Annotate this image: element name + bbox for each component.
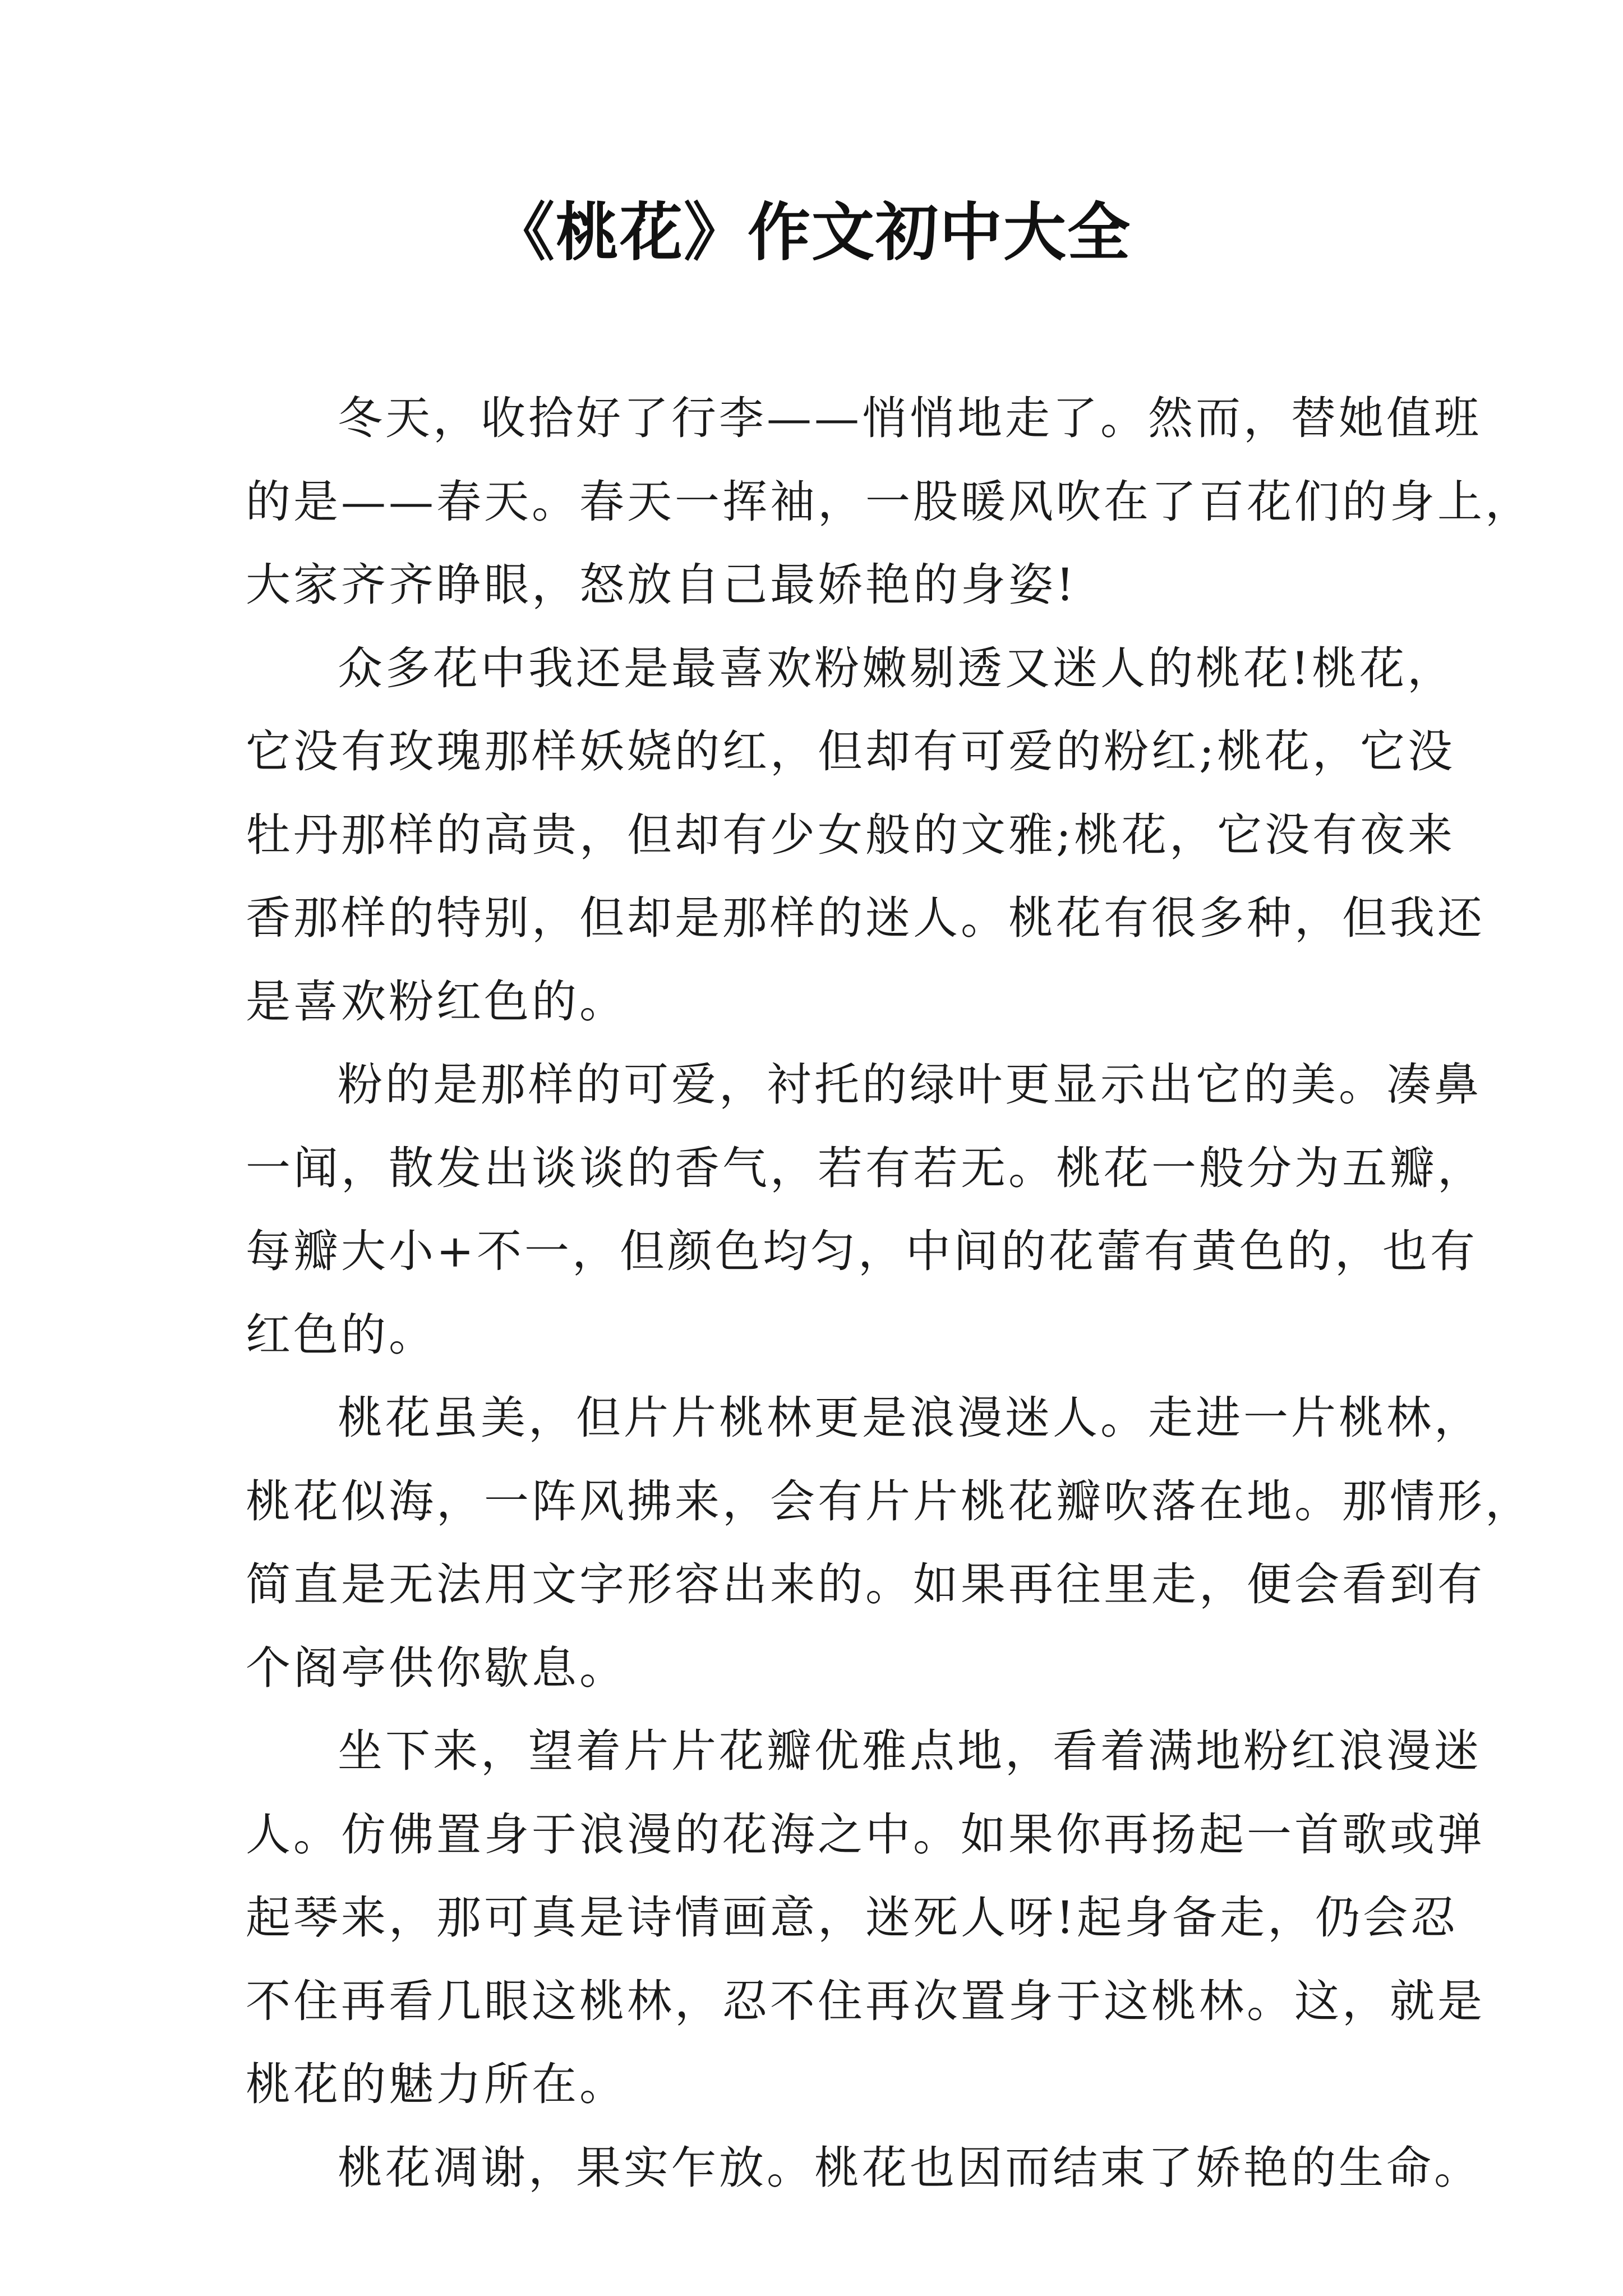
document-title: 《桃花》作文初中大全 <box>492 196 1131 269</box>
text-line: 大家齐齐睁眼，怒放自己最娇艳的身姿! <box>246 559 1077 611</box>
text-line: 众多花中我还是最喜欢粉嫩剔透又迷人的桃花!桃花， <box>338 642 1455 694</box>
text-line: 每瓣大小+不一，但颜色均匀，中间的花蕾有黄色的，也有 <box>246 1225 1478 1277</box>
text-line: 冬天，收拾好了行李——悄悄地走了。然而，替她值班 <box>338 392 1482 444</box>
text-line: 坐下来，望着片片花瓣优雅点地，看着满地粉红浪漫迷 <box>338 1725 1482 1777</box>
paragraph <box>246 627 1485 1044</box>
text-line: 个阁亭供你歇息。 <box>246 1641 627 1694</box>
text-line: 人。仿佛置身于浪漫的花海之中。如果你再扬起一首歌或弹 <box>246 1808 1485 1861</box>
text-line: 它没有玫瑰那样妖娆的红，但却有可爱的粉红;桃花，它没 <box>246 725 1455 777</box>
text-line: 牡丹那样的高贵，但却有少女般的文雅;桃花，它没有夜来 <box>246 808 1455 861</box>
text-line: 桃花的魅力所在。 <box>246 2058 627 2110</box>
text-line: 粉的是那样的可爱，衬托的绿叶更显示出它的美。凑鼻 <box>338 1059 1482 1111</box>
text-line: 是喜欢粉红色的。 <box>246 975 627 1028</box>
text-line: 简直是无法用文字形容出来的。如果再往里走，便会看到有 <box>246 1558 1485 1611</box>
paragraph <box>246 1710 1485 2127</box>
text-line: 桃花虽美，但片片桃林更是浪漫迷人。走进一片桃林， <box>338 1392 1482 1444</box>
text-line: 的是——春天。春天一挥袖，一股暖风吹在了百花们的身上， <box>246 475 1533 528</box>
text-line: 香那样的特别，但却是那样的迷人。桃花有很多种，但我还 <box>246 892 1485 944</box>
paragraph <box>246 1377 1533 1710</box>
text-line: 一闻，散发出谈谈的香气，若有若无。桃花一般分为五瓣， <box>246 1142 1485 1194</box>
text-line: 起琴来，那可真是诗情画意，迷死人呀!起身备走，仍会忍 <box>246 1892 1459 1944</box>
text-line: 不住再看几眼这桃林，忍不住再次置身于这桃林。这，就是 <box>246 1975 1485 2027</box>
text-line: 红色的。 <box>246 1308 436 1361</box>
paragraph <box>246 2127 1482 2210</box>
text-line: 桃花凋谢，果实乍放。桃花也因而结束了娇艳的生命。 <box>338 2141 1482 2194</box>
paragraph <box>246 1043 1485 1377</box>
text-line: 桃花似海，一阵风拂来，会有片片桃花瓣吹落在地。那情形， <box>246 1475 1533 1527</box>
document-body <box>246 377 1533 2210</box>
paragraph <box>246 377 1533 627</box>
